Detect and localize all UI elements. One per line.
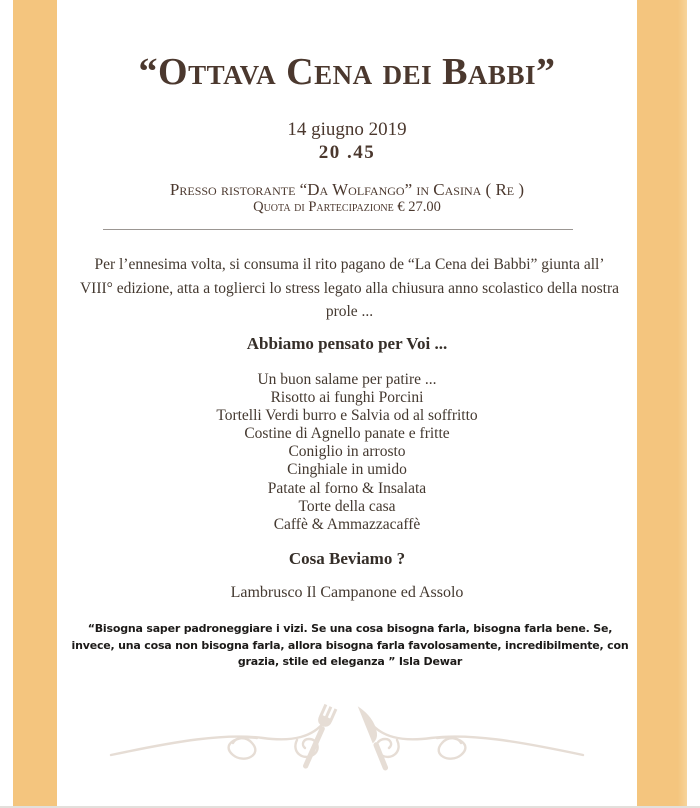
page-title: “Ottava Cena dei Babbi”: [138, 51, 556, 93]
divider-line: [103, 229, 573, 230]
menu-item: Un buon salame per patire ...: [257, 371, 437, 388]
menu-item: Tortelli Verdi burro e Salvia od al soffritto: [216, 407, 478, 425]
menu-item: Coniglio in arrosto: [288, 443, 406, 461]
drinks-line: Lambrusco Il Campanone ed Assolo: [230, 584, 464, 601]
menu-item: Cinghiale in umido: [287, 461, 407, 479]
event-date: 14 giugno 2019: [287, 119, 407, 140]
event-time: 20 .45: [318, 142, 376, 163]
quote-text: “Bisogna saper padroneggiare i vizi. Se una cosa bisogna farla, bisogna farla bene. Se, invece, una cosa non bisogna farla, allora bisogna farla favolosamente, incredibilmente, con grazia, stile ed eleganza ” Isla Dewar: [71, 622, 629, 668]
intro-paragraph: Per l’ennesima volta, si consuma il rito pagano de “La Cena dei Babbi” giunta all’ VIII° edizione, atta a toglierci lo stress legato alla chiusura anno scolastico della nostra prole ...: [79, 256, 620, 320]
right-border-bar: [637, 0, 687, 806]
right-swirl: [369, 721, 583, 759]
fee-line: Quota di Partecipazione € 27.00: [253, 199, 441, 215]
menu-item: Caffè & Ammazzacaffè: [273, 515, 421, 533]
menu-item: Torte della casa: [298, 497, 396, 515]
left-swirl: [111, 721, 325, 759]
menu-heading: Abbiamo pensato per Voi ...: [246, 334, 448, 353]
menu-item: Costine di Agnello panate e fritte: [244, 425, 450, 443]
flourish-svg: [107, 693, 587, 781]
menu-item: Patate al forno & Insalata: [267, 479, 427, 497]
left-border-bar: [13, 0, 57, 806]
venue-line: Presso ristorante “Da Wolfango” in Casina ( Re ): [169, 180, 525, 199]
menu-list: [57, 371, 637, 534]
drinks-heading: Cosa Beviamo ?: [288, 549, 406, 568]
fork-knife-icon: [297, 703, 392, 771]
menu-item: Risotto ai funghi Porcini: [270, 389, 424, 407]
flourish-divider: [57, 693, 637, 783]
